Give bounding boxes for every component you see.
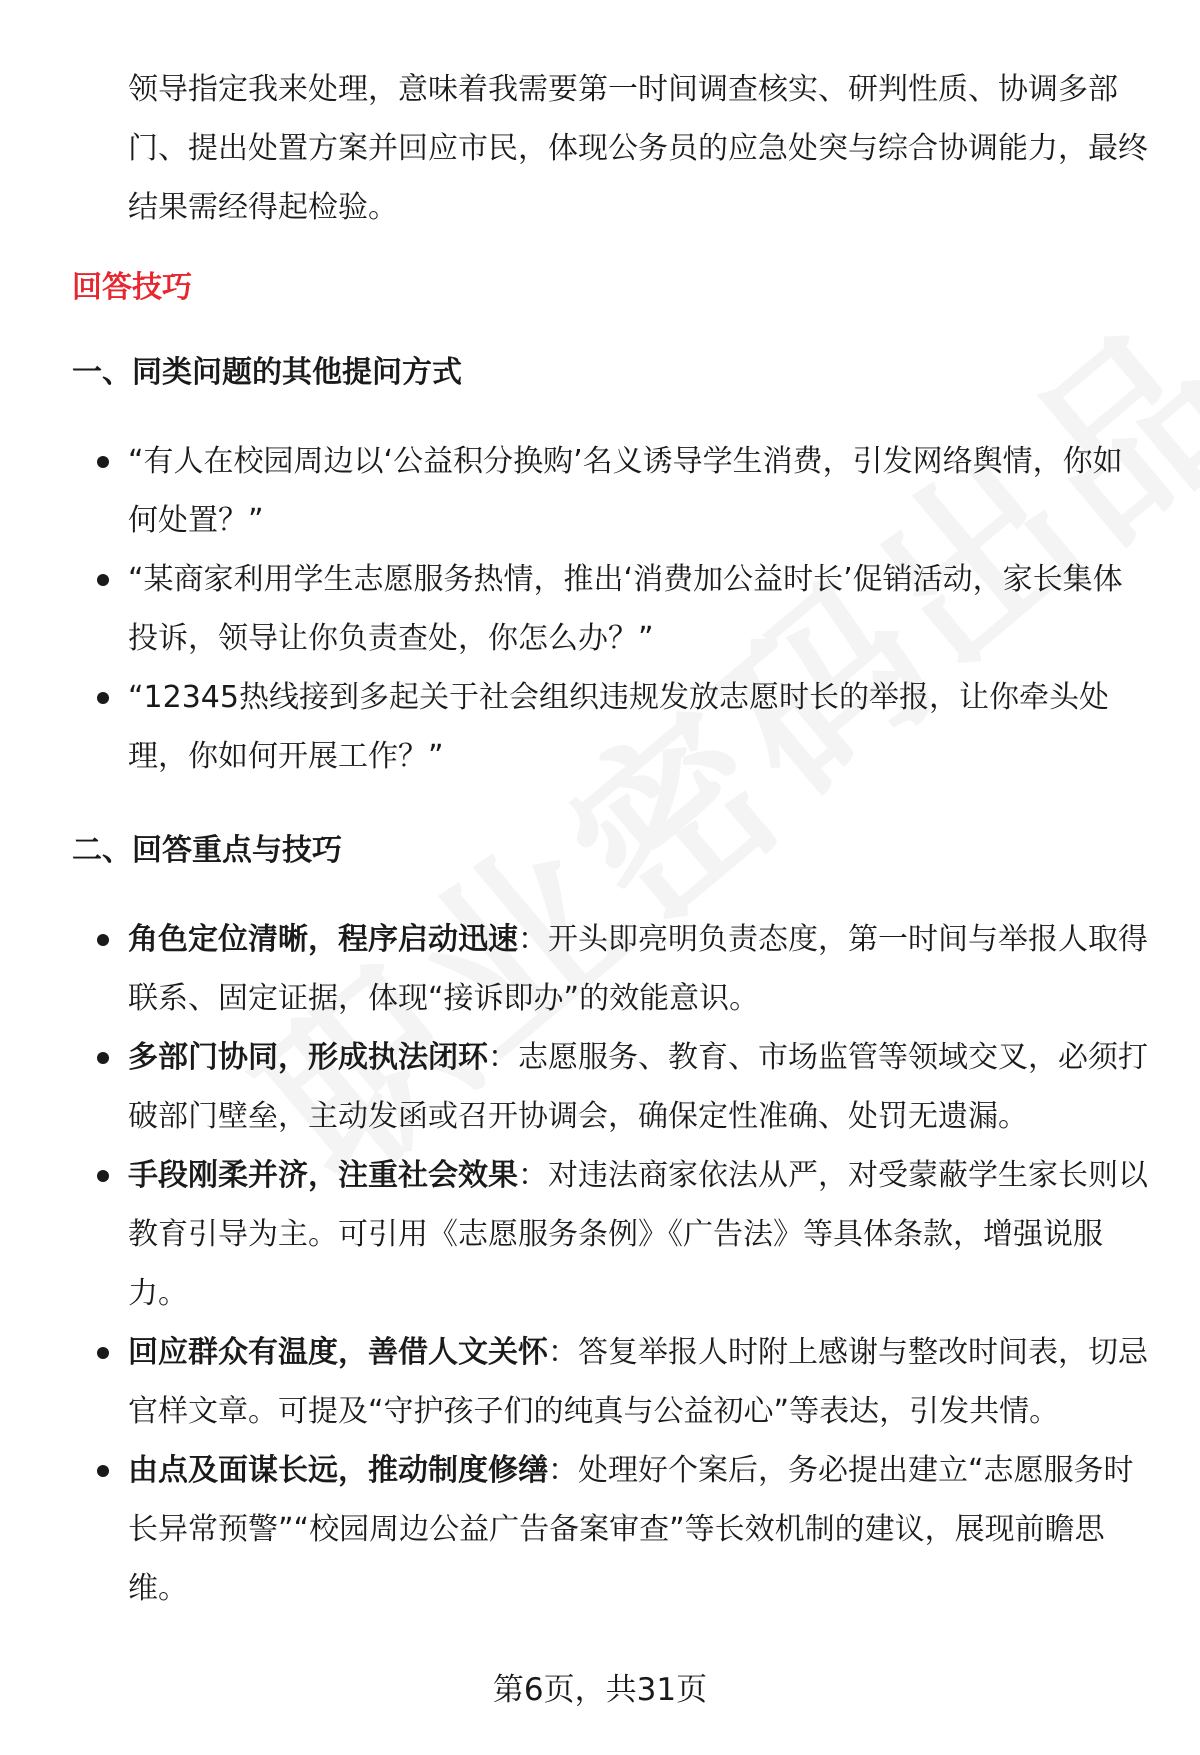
bullet-icon: [97, 1052, 109, 1064]
list-item: [0, 1028, 1148, 1146]
tip-title: 由点及面谋长远，推动制度修缮: [128, 1453, 548, 1488]
list-item: [0, 668, 1148, 786]
list-item: [0, 550, 1148, 668]
tip-body: ：对违法商家依法从严，对受蒙蔽学生家长则以教育引导为主。可引用《志愿服务条例》《广告法》等具体条款，增强说服力。: [128, 1158, 1148, 1311]
bullet-icon: [97, 1465, 109, 1477]
intro-paragraph: 领导指定我来处理，意味着我需要第一时间调查核实、研判性质、协调多部门、提出处置方案并回应市民，体现公务员的应急处突与综合协调能力，最终结果需经得起检验。: [128, 72, 1148, 225]
tip-title: 角色定位清晰，程序启动迅速: [128, 922, 518, 957]
tip-title: 多部门协同，形成执法闭环: [128, 1040, 488, 1075]
tip-body: ：处理好个案后，务必提出建立“志愿服务时长异常预警”“校园周边公益广告备案审查”等长效机制的建议，展现前瞻思维。: [128, 1453, 1134, 1606]
list-item: [0, 1323, 1148, 1441]
list-item: [0, 1146, 1148, 1323]
tip-title: 手段刚柔并济，注重社会效果: [128, 1158, 518, 1193]
bullet-icon: [97, 574, 109, 586]
tips-list: [0, 910, 1200, 1618]
bullet-icon: [97, 1170, 109, 1182]
bullet-icon: [97, 1347, 109, 1359]
question-text: “某商家利用学生志愿服务热情，推出‘消费加公益时长’促销活动，家长集体投诉，领导让你负责查处，你怎么办？”: [128, 562, 1123, 656]
tip-body: ：答复举报人时附上感谢与整改时间表，切忌官样文章。可提及“守护孩子们的纯真与公益初心”等表达，引发共情。: [128, 1335, 1148, 1429]
list-item: [0, 432, 1148, 550]
tip-body: ：开头即亮明负责态度，第一时间与举报人取得联系、固定证据，体现“接诉即办”的效能意识。: [128, 922, 1148, 1016]
tip-body: ：志愿服务、教育、市场监管等领域交叉，必须打破部门壁垒，主动发函或召开协调会，确保定性准确、处罚无遗漏。: [128, 1040, 1148, 1134]
question-list: [0, 432, 1200, 786]
section-title: 回答技巧: [72, 270, 192, 305]
page-number: 第6页，共31页: [492, 1672, 708, 1708]
bullet-icon: [97, 456, 109, 468]
list-item: [0, 910, 1148, 1028]
bullet-icon: [97, 692, 109, 704]
tip-title: 回应群众有温度，善借人文关怀: [128, 1335, 548, 1370]
bullet-icon: [97, 934, 109, 946]
question-text: “12345热线接到多起关于社会组织违规发放志愿时长的举报，让你牵头处理，你如何开展工作？”: [128, 680, 1109, 774]
part2-heading: 二、回答重点与技巧: [72, 833, 342, 868]
question-text: “有人在校园周边以‘公益积分换购’名义诱导学生消费，引发网络舆情，你如何处置？”: [128, 444, 1123, 538]
list-item: [0, 1441, 1148, 1618]
part1-heading: 一、同类问题的其他提问方式: [72, 355, 462, 390]
